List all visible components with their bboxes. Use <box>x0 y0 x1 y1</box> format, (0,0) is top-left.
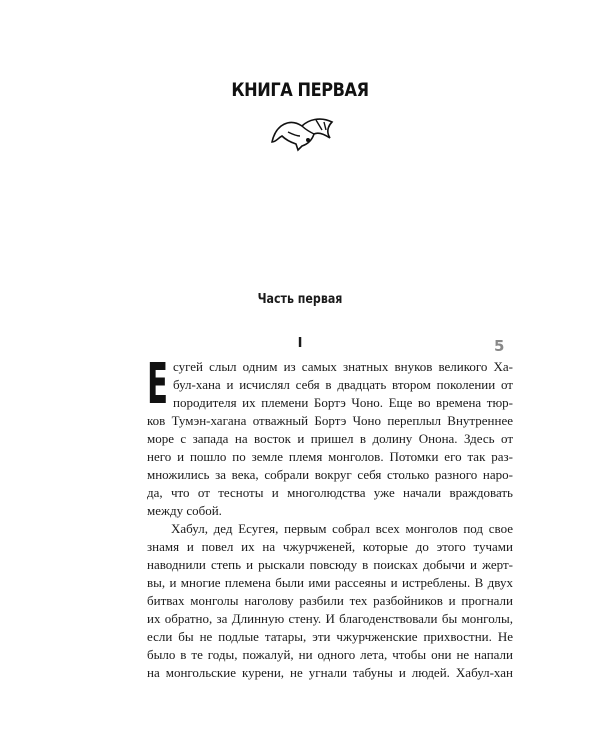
text-line: породителя их племени Бортэ Чоно. Еще во времена тюр- <box>173 395 513 410</box>
page-number: 5 <box>494 337 505 355</box>
text-line: если бы не подлые татары, эти чжурчженские прихвостни. Не <box>147 629 513 644</box>
text-line: да, что от тесноты и многолюдства уже начали враждовать <box>147 485 513 500</box>
text-line: битвах монголы наголову разбили тех разбойников и прогнали <box>147 593 513 608</box>
text-line: их обратно, за Длинную стену. И благоденствовали бы монголы, <box>147 611 513 626</box>
text-line: него и пошло по земле племя монголов. Потомки его так раз- <box>147 449 513 464</box>
text-line: бул-хана и исчислял себя в двадцать втором поколении от <box>173 377 513 392</box>
book-title: КНИГА ПЕРВАЯ <box>231 79 369 101</box>
text-line: Хабул, дед Есугея, первым собрал всех монголов под свое <box>171 521 513 536</box>
text-line: множились за века, собрали вокруг себя столько разного наро- <box>147 467 513 482</box>
part-title: Часть первая <box>257 292 343 307</box>
text-line: наводнили степь и рыскали повсюду в поисках добычи и жерт- <box>147 557 513 572</box>
text-line: между собой. <box>147 503 222 518</box>
text-line: вы, и многие племена были ими рассеяны и истреблены. В двух <box>147 575 513 590</box>
eagle-emblem-icon <box>268 112 338 152</box>
text-line: ков Тумэн-хагана отважный Бортэ Чоно переплыл Внутреннее <box>147 413 513 428</box>
text-line: море с запада на восток и пришел в долину Онона. Здесь от <box>147 431 513 446</box>
text-line: на монгольские курени, не угнали табуны и людей. Хабул-хан <box>147 665 513 680</box>
text-line: было в те годы, пожалуй, ни одного лета, чтобы они не напали <box>147 647 513 662</box>
body-text <box>147 352 513 682</box>
drop-cap: Е <box>147 352 169 417</box>
text-line: сугей слыл одним из самых знатных внуков великого Ха- <box>173 359 513 374</box>
text-line: знамя и повел их на чжурчженей, которые до этого тучами <box>147 539 513 554</box>
chapter-number: I <box>297 336 303 351</box>
